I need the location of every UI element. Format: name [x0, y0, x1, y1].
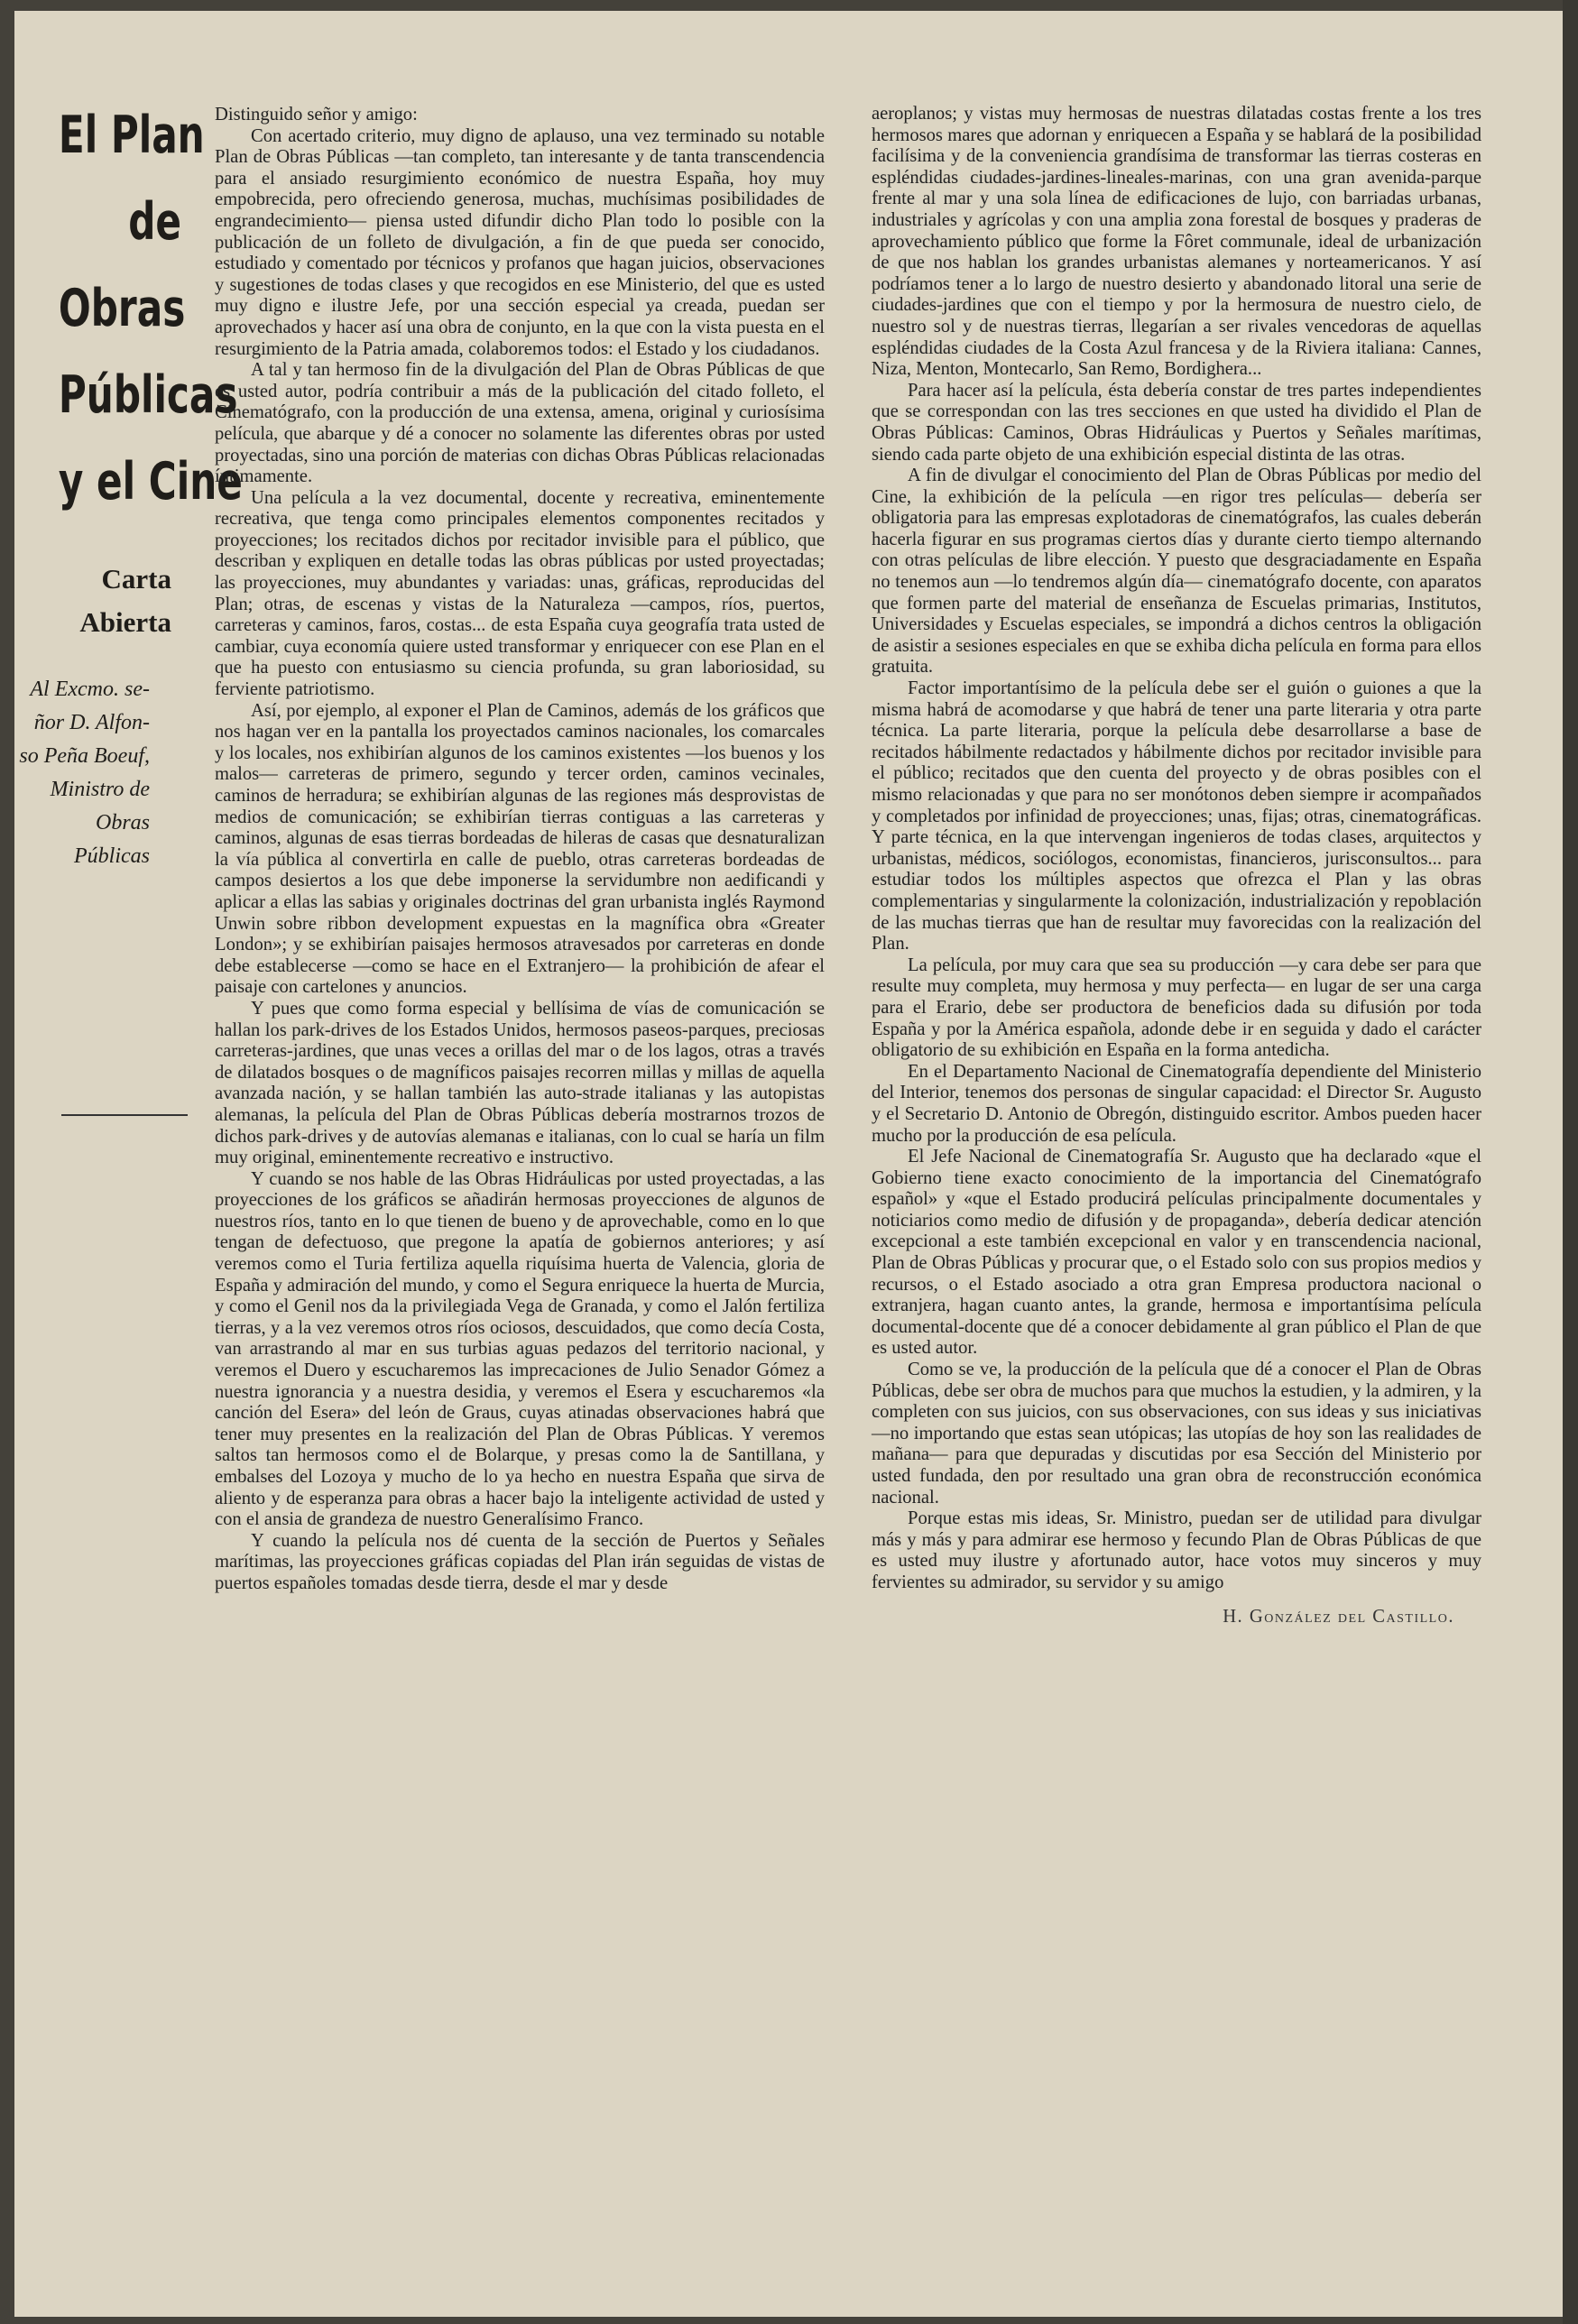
title-sidebar [14, 92, 243, 873]
paragraph: Así, por ejemplo, al exponer el Plan de Caminos, además de los gráficos que nos hagan ver en la pantalla los proyectados caminos nacionales, los comarcales y los locales, nos exhibirían algunos de los caminos existentes —los buenos y los malos— carreteras de primero, segundo y tercer orden, caminos vecinales, caminos de herradura; se exhibirían algunas de las regiones más desprovistas de medios de comunicación; se exhibirían tierras contiguas a las carreteras y caminos, algunas de esas tierras bordeadas de hileras de casas que desnaturalizan la vía pública al convertirla en calle de pueblo, otras carreteras bordeadas de campos desiertos a los que debe imponerse la servidumbre non aedificandi y aplicar a ellas las sabias y originales doctrinas del gran urbanista inglés Raymond Unwin sobre ribbon development expuestas en la magnífica obra «Greater London»; y se exhibirían paisajes hermosos atravesados por carreteras en donde debe establecerse —como se hace en el Extranjero— la prohibición de afear el paisaje con cartelones y anuncios. [215, 700, 825, 998]
paragraph: Una película a la vez documental, docente y recreativa, eminentemente recreativa, que tenga como principales elementos componentes recitados y proyecciones; los recitados dichos por recitador invisible para el público, que describan y expliquen en detalle todas las obras públicas por usted proyectadas; las proyecciones, muy abundantes y variadas: unas, gráficas, reproducidas del Plan; otras, de escenas y vistas de la Naturaleza —campos, ríos, puertos, carreteras y caminos, faros, costas... de esta España cuya geografía trata usted de cambiar, cuya economía quiere usted transformar y enriquecer con ese Plan en el que ha puesto con entusiasmo su ciencia profunda, su gran laboriosidad, su ferviente patriotismo. [215, 487, 825, 700]
paragraph: A tal y tan hermoso fin de la divulgación del Plan de Obras Públicas de que es usted autor, podría contribuir a más de la publicación del citado folleto, el Cinematógrafo, con la producción de una extensa, amena, original y curiosísima película, que abarque y dé a conocer no solamente las diferentes obras por usted proyectadas, sino una porción de materias con dichas Obras Públicas relacionadas íntimamente. [215, 360, 825, 487]
dedication [14, 673, 184, 873]
dedication-line: Ministro de [50, 778, 150, 801]
sidebar-rule [61, 1114, 188, 1116]
dedication-line: ñor D. Alfon- [33, 711, 150, 734]
subtitle-line: Carta [101, 563, 171, 595]
paragraph: Para hacer así la película, ésta debería constar de tres partes independientes que se correspondan con las tres secciones en que usted ha dividido el Plan de Obras Públicas: Caminos, Obras Hidráulicas y Puertos y Señales marítimas, siendo cada parte objeto de una exhibición especial distinta de las otras. [872, 380, 1481, 465]
dedication-line: Públicas [74, 844, 150, 868]
dedication-line: Obras [95, 811, 150, 835]
paragraph: El Jefe Nacional de Cinematografía Sr. Augusto que ha declarado «que el Gobierno tiene exacto conocimiento de la importancia del Cinematógrafo español» y «que el Estado producirá películas principalmente documentales y noticiarios como medio de difusión y de propaganda», debería dedicar atención excepcional a este también excepcional en valor y en transcendencia nacional, Plan de Obras Públicas y procurar que, o el Estado solo con sus propios medios y recursos, o el Estado asociado a otra gran Empresa productora nacional o extranjera, hagan cuanto antes, la grande, hermosa e importantísima película documental-docente que dé a conocer debidamente al gran público el Plan de que es usted autor. [872, 1147, 1481, 1359]
paragraph: aeroplanos; y vistas muy hermosas de nuestras dilatadas costas frente a los tres hermosos mares que adornan y enriquecen a España y se hablará de la posibilidad facilísima y de la conveniencia grandísima de transformar las tierras costeras en espléndidas ciudades-jardines-lineales-marinas, con una gran avenida-parque frente al mar y una sola línea de edificaciones de lujo, con barriadas urbanas, industriales y agrícolas y con una amplia zona forestal de bosques y praderas de aprovechamiento público que forme la Fôret communale, ideal de urbanización de que nos hablan los grandes urbanistas alemanes y norteamericanos. Y así podríamos tener a lo largo de nuestro desierto y abandonado litoral una serie de ciudades-jardines que con el tiempo y por la hermosura de nuestro cielo, de nuestro sol y de nuestras tierras, llegarían a ser rivales vencedoras de aquellas espléndidas ciudades de la Costa Azul francesa y de la Riviera italiana: Cannes, Niza, Menton, Montecarlo, San Remo, Bordighera... [872, 104, 1481, 380]
headline-line: y el Cine [58, 452, 243, 512]
paragraph: La película, por muy cara que sea su producción —y cara debe ser para que resulte muy completa, muy hermosa y muy perfecta— en lugar de ser una carga para el Erario, debe ser productora de beneficios dada su difusión por toda España y por la América española, adonde debe ir en seguida y dado el carácter obligatorio de su exhibición en España en la forma antedicha. [872, 954, 1481, 1061]
subtitle-line: Abierta [79, 606, 171, 638]
dedication-line: so Peña Boeuf, [19, 744, 150, 768]
page-edge-shadow [1563, 0, 1578, 2324]
signature: H. González del Castillo. [1223, 1606, 1454, 1627]
paragraph: Y cuando la película nos dé cuenta de la sección de Puertos y Señales marítimas, las proyecciones gráficas copiadas del Plan irán seguidas de vistas de puertos españoles tomadas desde tierra, desde el mar y desde [215, 1530, 825, 1593]
paragraph: En el Departamento Nacional de Cinematografía dependiente del Ministerio del Interior, tenemos dos personas de singular capacidad: el Director Sr. Augusto y el Secretario D. Antonio de Obregón, distinguido escritor. Ambos pueden hacer mucho por la producción de esa película. [872, 1061, 1481, 1146]
text-column-right [872, 104, 1481, 1628]
dedication-line: Al Excmo. se- [30, 678, 150, 701]
paragraph: Porque estas mis ideas, Sr. Ministro, puedan ser de utilidad para divulgar más y más y para admirar ese hermoso y fecundo Plan de Obras Públicas de que es usted muy ilustre y afortunado autor, hace votos muy sinceros y muy fervientes su admirador, su servidor y su amigo [872, 1508, 1481, 1592]
headline-line: El Plan [58, 106, 205, 165]
paragraph: A fin de divulgar el conocimiento del Plan de Obras Públicas por medio del Cine, la exhibición de la película —en rigor tres películas— debería ser obligatoria para las empresas explotadoras de cinematógrafos, las cuales deberán hacerla figurar en sus programas ciertos días y durante cierto tiempo alternando con otras películas de libre elección. Y puesto que desgraciadamente en España no tenemos aun —lo tendremos algún día— cinematógrafo docente, con aparatos que formen parte del material de enseñanza de Escuelas primarias, Institutos, Universidades y Escuelas especiales, se impondrá a dichos centros la obligación de asistir a sesiones especiales en que se exhiba dicha película en forma para ellos gratuita. [872, 466, 1481, 678]
paragraph: Factor importantísimo de la película debe ser el guión o guiones a que la misma habrá de acomodarse y que habrá de tener una parte literaria y otra parte técnica. La parte literaria, porque la película debe desarrollarse a base de recitados hábilmente redactados y hábilmente dichos por recitador invisible para el público; recitados que den cuenta del proyecto y de obras posibles con el mismo relacionadas y que para no ser monótonos deben siempre ir acompañados y completados por infinidad de proyecciones; unas, fijas; otras, cinematográficas. Y parte técnica, en la que intervengan ingenieros de todas clases, arquitectos y urbanistas, médicos, sociólogos, economistas, financieros, jurisconsultos... para estudiar todos los múltiples aspectos que ofrezca el Plan y las obras complementarias y singularmente la colonización, industrialización y repoblación de las muchas tierras que han de resultar muy favorecidas con la realización del Plan. [872, 678, 1481, 954]
headline-line: Públicas [58, 365, 238, 425]
paragraph: Y pues que como forma especial y bellísima de vías de comunicación se hallan los park-drives de los Estados Unidos, hermosos paseos-parques, preciosas carreteras-jardines, que unas veces a orillas del mar o de los lagos, otras a través de dilatados bosques o de magníficos paisajes recorren millas y millas de aquella avanzada nación, y se hallan también las auto-strade italianas y las autopistas alemanas, la película del Plan de Obras Públicas debería mostrarnos trozos de dichos park-drives y de autovías alemanas e italianas, con lo cual se haría un film muy original, eminentemente recreativo e instructivo. [215, 998, 825, 1168]
text-column-left [215, 105, 825, 1595]
paragraph: Con acertado criterio, muy digno de aplauso, una vez terminado su notable Plan de Obras Públicas —tan completo, tan interesante y de tanta transcendencia para el ansiado resurgimiento económico de nuestra España, hoy muy empobrecida, pero ofreciendo generosa, muchas, muchísimas posibilidades de engrandecimiento— piensa usted difundir dicho Plan todo lo posible con la publicación de un folleto de divulgación, a fin de que pueda ser conocido, estudiado y comentado por técnicos y profanos que hagan juicios, observaciones y sugestiones de todas clases y que recogidos en ese Ministerio, del que es usted muy digno e ilustre Jefe, por una sección especial ya creada, puedan ser aprovechados y hacer así una obra de conjunto, en la que con la vista puesta en el resurgimiento de la Patria amada, colaboremos todos: el Estado y los ciudadanos. [215, 125, 825, 359]
paragraph: Como se ve, la producción de la película que dé a conocer el Plan de Obras Públicas, debe ser obra de muchos para que muchos la estudien, y la admiren, y la completen con sus juicios, con sus observaciones, con sus ideas y sus iniciativas —no importando que estas sean utópicas; las utopías de hoy son las realidades de mañana— para que depuradas y discutidas por esa Sección del Ministerio por usted fundada, den por resultado una gran obra de reconstrucción económica nacional. [872, 1360, 1481, 1508]
magazine-page [14, 11, 1563, 2317]
headline-line: de [128, 192, 182, 252]
paragraph: Y cuando se nos hable de las Obras Hidráulicas por usted proyectadas, a las proyecciones de los gráficos se añadirán hermosas proyecciones de algunos de nuestros ríos, tanto en lo que tienen de bueno y de aprovechable, como en lo que tengan de defectuoso, que pregone la apatía de gobiernos anteriores; y así veremos como el Turia fertiliza aquella riquísima huerta de Valencia, gloria de España y admiración del mundo, y como el Segura enriquece la huerta de Murcia, y como el Genil nos da la privilegiada Vega de Granada, y como el Jalón fertiliza tierras, y a la vez veremos otros ríos ociosos, descuidados, que como decía Costa, van arrastrando al mar en sus turbias aguas pedazos del territorio nacional, y veremos el Duero y escucharemos las imprecaciones de Julio Senador Gómez a nuestra ignorancia y a nuestra desidia, y veremos el Esera y escucharemos «la canción del Esera» del león de Graus, cuyas atinadas observaciones habrá que tener muy presentes en la realización del Plan de Obras Públicas. Y veremos saltos tan hermosos como el de Bolarque, y presas como la de Santillana, y embalses del Lozoya y mucho de lo ya hecho en nuestra España que sirva de aliento y de esperanza para obras a hacer bajo la inteligente actividad de usted y con el ansia de grandeza de nuestro Generalísimo Franco. [215, 1168, 825, 1530]
headline-line: Obras [58, 279, 186, 338]
salutation: Distinguido señor y amigo: [215, 105, 418, 124]
